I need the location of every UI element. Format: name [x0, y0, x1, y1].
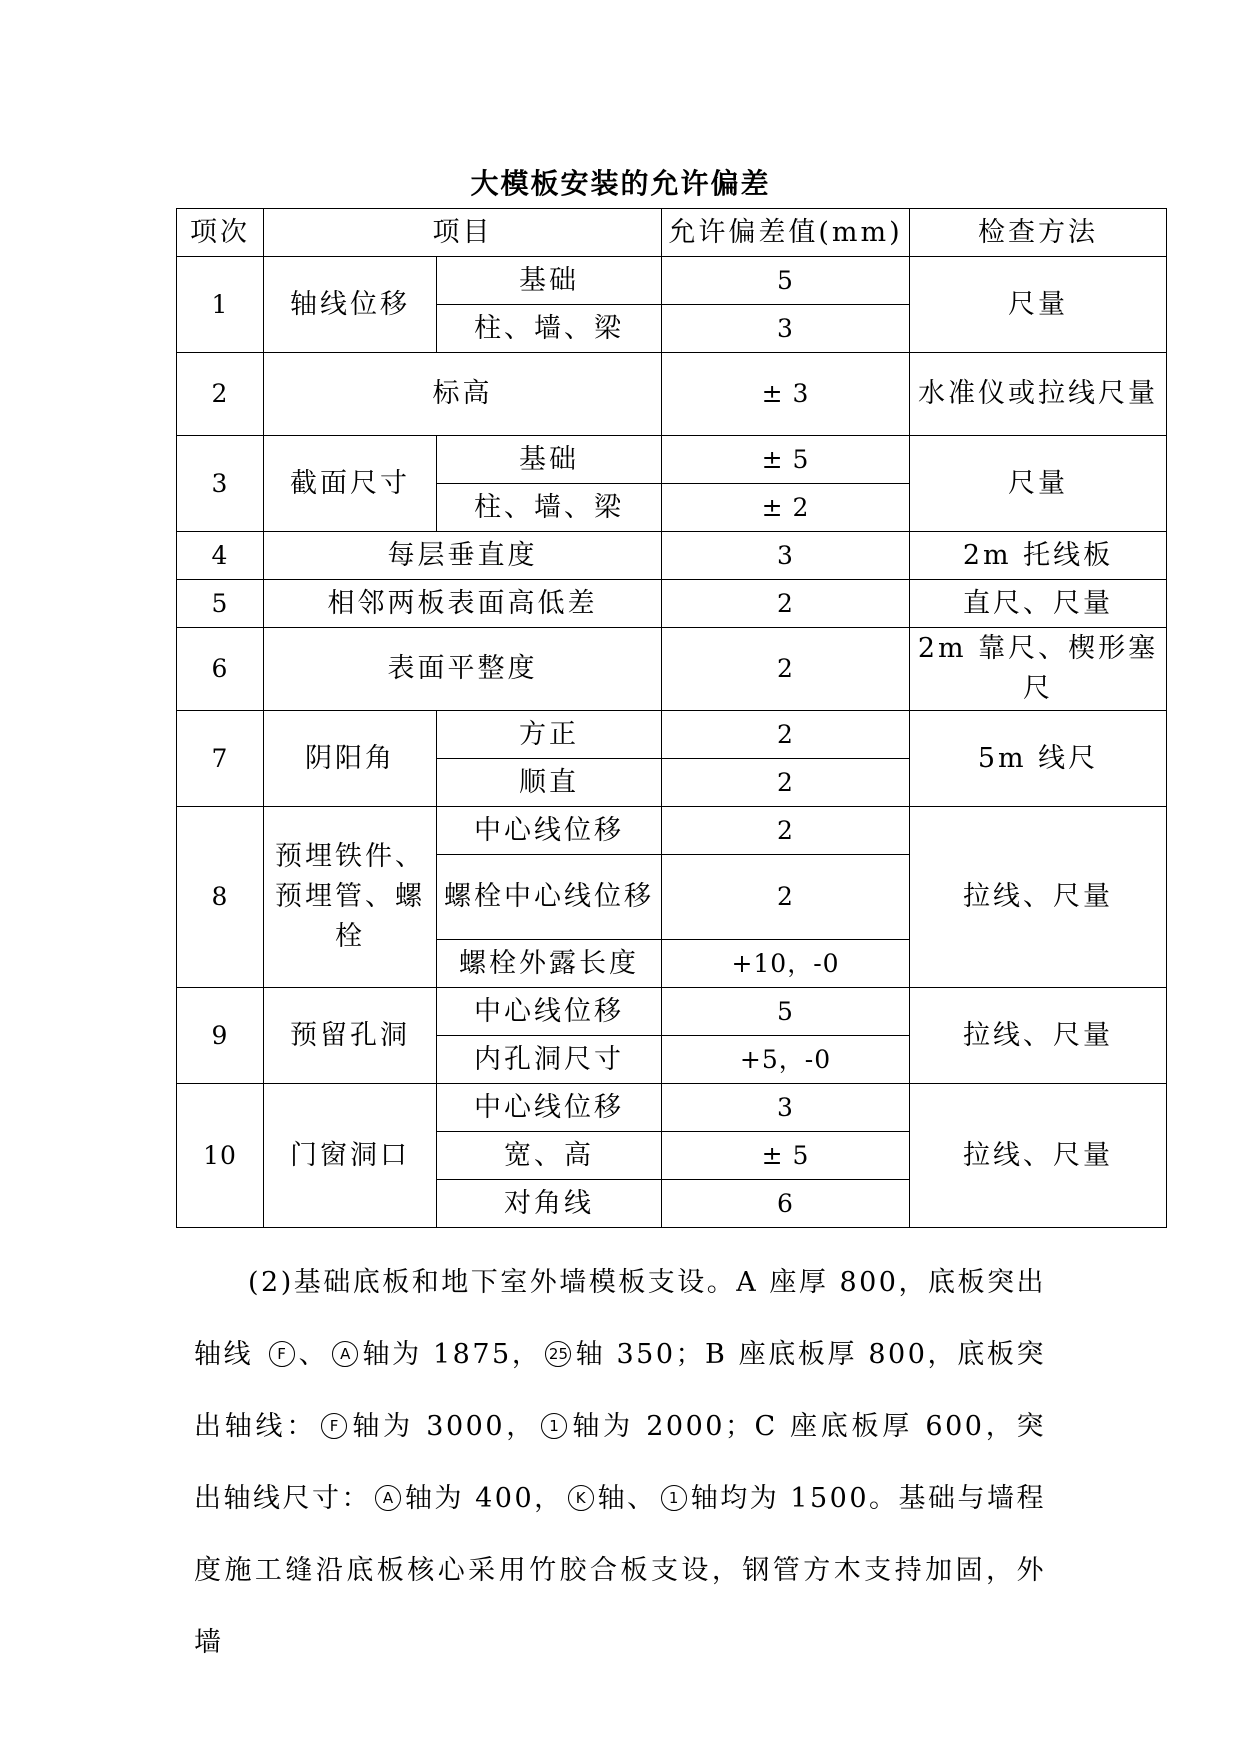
text-segment: 轴为 400， — [405, 1483, 564, 1514]
value-cell: +10，-0 — [662, 940, 910, 988]
axis-label-circle: 25 — [545, 1341, 571, 1367]
item-cell: 每层垂直度 — [264, 532, 662, 580]
row-number: 4 — [177, 532, 264, 580]
value-cell: ± 3 — [662, 353, 910, 436]
item-cell: 表面平整度 — [264, 628, 662, 711]
text-segment: 轴为 2000；C 座底板厚 600，突出轴线尺寸： — [194, 1411, 1047, 1514]
table-row — [177, 711, 1167, 759]
sub-item-cell: 中心线位移 — [437, 1084, 662, 1132]
sub-item-cell: 中心线位移 — [437, 988, 662, 1036]
header-cell: 项次 — [177, 209, 264, 257]
header-cell: 检查方法 — [910, 209, 1167, 257]
row-number: 1 — [177, 257, 264, 353]
value-cell: 2 — [662, 807, 910, 855]
table-row — [177, 628, 1167, 711]
axis-label-circle: A — [375, 1485, 401, 1511]
sub-item-cell: 对角线 — [437, 1180, 662, 1228]
value-cell: 2 — [662, 855, 910, 940]
table-row — [177, 580, 1167, 628]
sub-item-cell: 方正 — [437, 711, 662, 759]
item-cell: 标高 — [264, 353, 662, 436]
text-segment: 轴 350；B 座底板厚 800，底板突出轴线： — [194, 1339, 1046, 1442]
value-cell: 3 — [662, 532, 910, 580]
axis-label-circle: 1 — [661, 1485, 687, 1511]
method-cell: 尺量 — [910, 436, 1167, 532]
value-cell: ± 5 — [662, 436, 910, 484]
axis-label-circle: 1 — [541, 1413, 567, 1439]
value-cell: 6 — [662, 1180, 910, 1228]
item-cell: 轴线位移 — [264, 257, 437, 353]
sub-item-cell: 内孔洞尺寸 — [437, 1036, 662, 1084]
row-number: 8 — [177, 807, 264, 988]
value-cell: 5 — [662, 988, 910, 1036]
item-cell: 门窗洞口 — [264, 1084, 437, 1228]
sub-item-cell: 基础 — [437, 257, 662, 305]
table-row — [177, 988, 1167, 1036]
method-cell: 拉线、尺量 — [910, 807, 1167, 988]
table-row — [177, 353, 1167, 436]
method-cell: 2m 托线板 — [910, 532, 1167, 580]
item-cell: 截面尺寸 — [264, 436, 437, 532]
sub-item-cell: 中心线位移 — [437, 807, 662, 855]
text-segment: 轴为 3000， — [351, 1411, 538, 1442]
sub-item-cell: 螺栓外露长度 — [437, 940, 662, 988]
value-cell: +5，-0 — [662, 1036, 910, 1084]
value-cell: 3 — [662, 1084, 910, 1132]
sub-item-cell: 柱、墙、梁 — [437, 484, 662, 532]
item-cell: 阴阳角 — [264, 711, 437, 807]
table-row — [177, 532, 1167, 580]
row-number: 3 — [177, 436, 264, 532]
value-cell: ± 5 — [662, 1132, 910, 1180]
row-number: 9 — [177, 988, 264, 1084]
header-cell: 允许偏差值(mm) — [662, 209, 910, 257]
value-cell: 5 — [662, 257, 910, 305]
text-segment: (2)基础底板和地下室外墙模板支设。A 座厚 800，底板突出轴线 — [194, 1267, 1046, 1370]
sub-item-cell: 柱、墙、梁 — [437, 305, 662, 353]
body-paragraph — [194, 1247, 1046, 1679]
paragraph-text — [194, 1247, 1046, 1679]
axis-label-circle: K — [568, 1485, 594, 1511]
method-cell: 2m 靠尺、楔形塞尺 — [910, 628, 1167, 711]
method-cell: 直尺、尺量 — [910, 580, 1167, 628]
axis-label-circle: A — [332, 1341, 358, 1367]
table-row — [177, 436, 1167, 484]
row-number: 5 — [177, 580, 264, 628]
value-cell: ± 2 — [662, 484, 910, 532]
sub-item-cell: 螺栓中心线位移 — [437, 855, 662, 940]
sub-item-cell: 基础 — [437, 436, 662, 484]
axis-label-circle: F — [321, 1413, 347, 1439]
page-title: 大模板安装的允许偏差 — [470, 167, 771, 200]
axis-label-circle: F — [269, 1341, 295, 1367]
sub-item-cell: 顺直 — [437, 759, 662, 807]
table-row — [177, 807, 1167, 855]
row-number: 10 — [177, 1084, 264, 1228]
value-cell: 2 — [662, 628, 910, 711]
value-cell: 2 — [662, 711, 910, 759]
item-cell: 预留孔洞 — [264, 988, 437, 1084]
sub-item-cell: 宽、高 — [437, 1132, 662, 1180]
header-cell: 项目 — [264, 209, 662, 257]
text-segment: 轴、 — [597, 1483, 657, 1514]
method-cell: 拉线、尺量 — [910, 1084, 1167, 1228]
value-cell: 2 — [662, 759, 910, 807]
text-segment: 、 — [298, 1339, 329, 1370]
row-number: 7 — [177, 711, 264, 807]
table-header-row — [177, 209, 1167, 257]
method-cell: 拉线、尺量 — [910, 988, 1167, 1084]
row-number: 2 — [177, 353, 264, 436]
method-cell: 尺量 — [910, 257, 1167, 353]
table-row — [177, 257, 1167, 305]
item-cell: 预埋铁件、预埋管、螺栓 — [264, 807, 437, 988]
tolerance-table — [176, 208, 1167, 1228]
row-number: 6 — [177, 628, 264, 711]
item-cell: 相邻两板表面高低差 — [264, 580, 662, 628]
value-cell: 2 — [662, 580, 910, 628]
method-cell: 5m 线尺 — [910, 711, 1167, 807]
table-row — [177, 1084, 1167, 1132]
method-cell: 水准仪或拉线尺量 — [910, 353, 1167, 436]
value-cell: 3 — [662, 305, 910, 353]
text-segment: 轴为 1875， — [362, 1339, 542, 1370]
text-segment: 轴均为 1500。基础与墙程度施工缝沿底板核心采用竹胶合板支设，钢管方木支持加固，外墙 — [194, 1483, 1047, 1658]
